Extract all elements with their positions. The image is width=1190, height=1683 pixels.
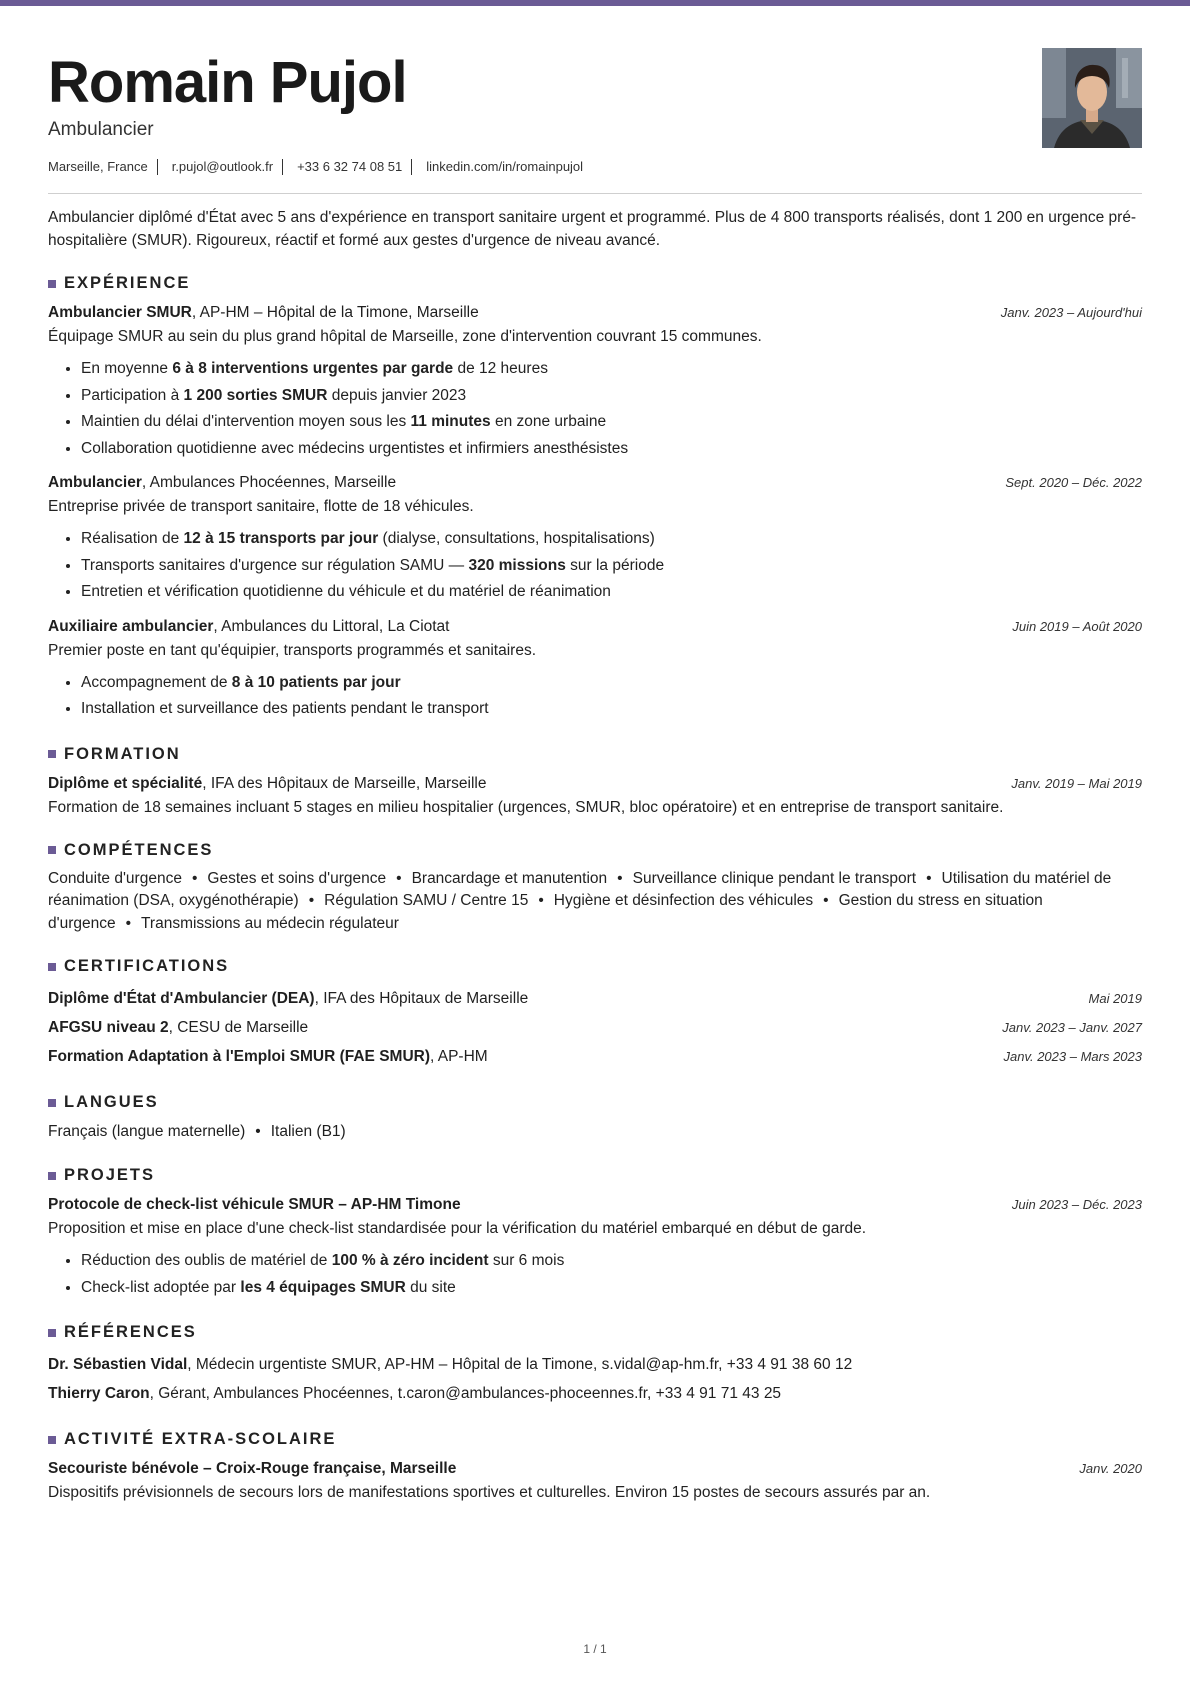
profile-photo-illustration xyxy=(1042,48,1142,148)
section-experience-title xyxy=(48,274,1142,293)
candidate-title: Ambulancier xyxy=(48,119,154,140)
bullet-item: • Installation et surveillance des patients pendant le transport xyxy=(81,696,1142,723)
entry-org: , Ambulances Phocéennes, Marseille xyxy=(141,474,397,491)
section-marker-icon xyxy=(48,1436,56,1444)
skill-item: Utilisation du matériel de réanimation (DSA, oxygénothérapie) xyxy=(48,869,1112,909)
section-marker-icon xyxy=(48,1172,56,1180)
bullet-separator-icon: • xyxy=(308,892,315,909)
skill-item: Conduite d'urgence xyxy=(48,869,182,887)
language-item: Français (langue maternelle) xyxy=(48,1123,246,1140)
section-heading-text: FORMATION xyxy=(64,744,181,763)
bullet-separator-icon: • xyxy=(617,869,623,887)
experience-entry xyxy=(48,301,1142,462)
certification-date: Janv. 2023 – Mars 2023 xyxy=(1003,1049,1142,1064)
bullet-item: • Maintien du délai d'intervention moyen sous les 11 minutes en zone urbaine xyxy=(81,409,1142,436)
certification-date: Janv. 2023 – Janv. 2027 xyxy=(1002,1020,1142,1035)
bullet-separator-icon: • xyxy=(396,869,402,887)
languages-list xyxy=(48,1120,1142,1144)
skill-item: Gestes et soins d'urgence xyxy=(207,869,387,887)
skill-item: Hygiène et désinfection des véhicules xyxy=(553,892,814,909)
extracurricular-entry xyxy=(48,1457,1142,1504)
skill-item: Surveillance clinique pendant le transport xyxy=(632,869,917,887)
contact-phone[interactable]: +33 6 32 74 08 51 xyxy=(297,159,412,175)
skill-item: Gestion du stress en situation d'urgence xyxy=(48,892,1043,932)
entry-role: Auxiliaire ambulancier xyxy=(48,617,214,635)
bullet-item: • Check-list adoptée par les 4 équipages SMUR du site xyxy=(81,1275,1142,1302)
entry-date: Janv. 2019 – Mai 2019 xyxy=(1011,775,1142,791)
section-projects-title xyxy=(48,1166,1142,1185)
contact-location: Marseille, France xyxy=(48,159,158,175)
section-formation-title xyxy=(48,745,1142,764)
entry-description: Proposition et mise en place d'une check-list standardisée pour la vérification du matériel embarqué en début de garde. xyxy=(48,1220,867,1237)
section-heading-text: COMPÉTENCES xyxy=(64,840,214,859)
experience-entry xyxy=(48,471,1142,606)
entry-description: Dispositifs prévisionnels de secours lors de manifestations sportives et culturelles. Environ 15 postes de secours assurés par an. xyxy=(48,1484,931,1501)
bullet-item: • Entretien et vérification quotidienne du véhicule et du matériel de réanimation xyxy=(81,579,1142,606)
entry-date: Janv. 2023 – Aujourd'hui xyxy=(1000,305,1142,320)
entry-org: , AP-HM – Hôpital de la Timone, Marseille xyxy=(191,304,479,321)
section-heading-text: RÉFÉRENCES xyxy=(64,1323,197,1341)
entry-bullets xyxy=(48,356,1142,462)
entry-description: Équipage SMUR au sein du plus grand hôpital de Marseille, zone d'intervention couvrant 15 communes. xyxy=(48,328,762,345)
section-certifications-title xyxy=(48,957,1142,976)
entry-role: Ambulancier xyxy=(48,474,142,491)
section-marker-icon xyxy=(48,750,56,758)
bullet-separator-icon: • xyxy=(191,869,198,887)
entry-description: Entreprise privée de transport sanitaire, flotte de 18 véhicules. xyxy=(48,498,474,515)
entry-bullets xyxy=(48,1248,1142,1301)
section-marker-icon xyxy=(48,963,56,971)
section-heading-text: LANGUES xyxy=(64,1093,159,1111)
bullet-separator-icon: • xyxy=(823,892,829,909)
resume-header xyxy=(48,0,1142,194)
profile-photo xyxy=(1042,48,1142,148)
certification-item: Formation Adaptation à l'Emploi SMUR (FAE SMUR), AP-HM Janv. 2023 – Mars 2023 xyxy=(48,1042,1142,1071)
section-heading-text: ACTIVITÉ EXTRA-SCOLAIRE xyxy=(64,1430,337,1448)
contact-email[interactable]: r.pujol@outlook.fr xyxy=(172,159,283,175)
bullet-separator-icon: • xyxy=(926,869,932,887)
certification-date: Mai 2019 xyxy=(1088,991,1142,1006)
section-marker-icon xyxy=(48,1099,56,1107)
section-heading-text: PROJETS xyxy=(64,1166,156,1184)
section-heading-text: EXPÉRIENCE xyxy=(64,274,191,292)
section-extracurricular-title xyxy=(48,1430,1142,1449)
bullet-item: • En moyenne 6 à 8 interventions urgentes par garde de 12 heures xyxy=(81,356,1142,383)
candidate-name: Romain Pujol xyxy=(48,50,407,115)
entry-org: , Ambulances du Littoral, La Ciotat xyxy=(213,617,450,635)
bullet-separator-icon: • xyxy=(125,914,132,932)
bullet-separator-icon: • xyxy=(538,892,544,909)
skills-list xyxy=(48,868,1142,936)
bullet-item: • Accompagnement de 8 à 10 patients par jour xyxy=(81,670,1142,697)
resume-page xyxy=(48,0,1142,1513)
experience-entry xyxy=(48,615,1142,723)
bullet-item: • Participation à 1 200 sorties SMUR depuis janvier 2023 xyxy=(81,383,1142,410)
entry-role: Diplôme et spécialité xyxy=(48,774,203,792)
skill-item: Régulation SAMU / Centre 15 xyxy=(324,892,529,909)
section-marker-icon xyxy=(48,846,56,854)
bullet-item: • Réalisation de 12 à 15 transports par jour (dialyse, consultations, hospitalisations) xyxy=(81,526,1142,553)
entry-date: Juin 2019 – Août 2020 xyxy=(1012,618,1142,634)
profile-summary: Ambulancier diplômé d'État avec 5 ans d'expérience en transport sanitaire urgent et programmé. Plus de 4 800 transports réalisés, dont 1 200 en urgence pré-hospitalière (SMUR). Rigoureux, réactif et formé aux gestes d'urgence de niveau avancé. xyxy=(48,209,1137,249)
entry-bullets xyxy=(48,670,1142,723)
entry-date: Juin 2023 – Déc. 2023 xyxy=(1011,1197,1142,1212)
project-entry xyxy=(48,1193,1142,1301)
skill-item: Transmissions au médecin régulateur xyxy=(141,914,399,932)
entry-role: Protocole de check-list véhicule SMUR – AP-HM Timone xyxy=(48,1196,461,1213)
section-marker-icon xyxy=(48,1329,56,1337)
certification-item: AFGSU niveau 2, CESU de Marseille Janv. 2023 – Janv. 2027 xyxy=(48,1013,1142,1042)
entry-bullets xyxy=(48,526,1142,606)
page-number: 1 / 1 xyxy=(583,1642,607,1656)
reference-item: Dr. Sébastien Vidal, Médecin urgentiste SMUR, AP-HM – Hôpital de la Timone, s.vidal@ap-hm.fr, +33 4 91 38 60 12 xyxy=(48,1356,853,1373)
entry-date: Sept. 2020 – Déc. 2022 xyxy=(1005,475,1142,490)
entry-description: Premier poste en tant qu'équipier, transports programmés et sanitaires. xyxy=(48,641,537,659)
entry-role: Secouriste bénévole – Croix-Rouge française, Marseille xyxy=(48,1460,457,1477)
section-marker-icon xyxy=(48,280,56,288)
contact-line xyxy=(48,159,583,175)
formation-entry xyxy=(48,772,1142,819)
skill-item: Brancardage et manutention xyxy=(411,869,608,887)
entry-description: Formation de 18 semaines incluant 5 stages en milieu hospitalier (urgences, SMUR, bloc opératoire) et en entreprise de transport sanitaire. xyxy=(48,798,1004,816)
section-skills-title xyxy=(48,841,1142,860)
contact-linkedin[interactable]: linkedin.com/in/romainpujol xyxy=(426,159,584,174)
bullet-separator-icon: • xyxy=(255,1123,261,1140)
section-heading-text: CERTIFICATIONS xyxy=(64,957,230,975)
section-languages-title xyxy=(48,1093,1142,1112)
section-references-title xyxy=(48,1323,1142,1342)
bullet-item: • Réduction des oublis de matériel de 100 % à zéro incident sur 6 mois xyxy=(81,1248,1142,1275)
entry-org: , IFA des Hôpitaux de Marseille, Marseille xyxy=(202,774,487,792)
certification-item: Diplôme d'État d'Ambulancier (DEA), IFA des Hôpitaux de Marseille Mai 2019 xyxy=(48,984,1142,1013)
bullet-item: • Transports sanitaires d'urgence sur régulation SAMU — 320 missions sur la période xyxy=(81,553,1142,580)
language-item: Italien (B1) xyxy=(270,1123,346,1140)
reference-item: Thierry Caron, Gérant, Ambulances Phocéennes, t.caron@ambulances-phoceennes.fr, +33 4 91 71 43 25 xyxy=(48,1385,782,1402)
bullet-item: • Collaboration quotidienne avec médecins urgentistes et infirmiers anesthésistes xyxy=(81,436,1142,463)
entry-date: Janv. 2020 xyxy=(1079,1461,1142,1476)
entry-role: Ambulancier SMUR xyxy=(48,304,192,321)
